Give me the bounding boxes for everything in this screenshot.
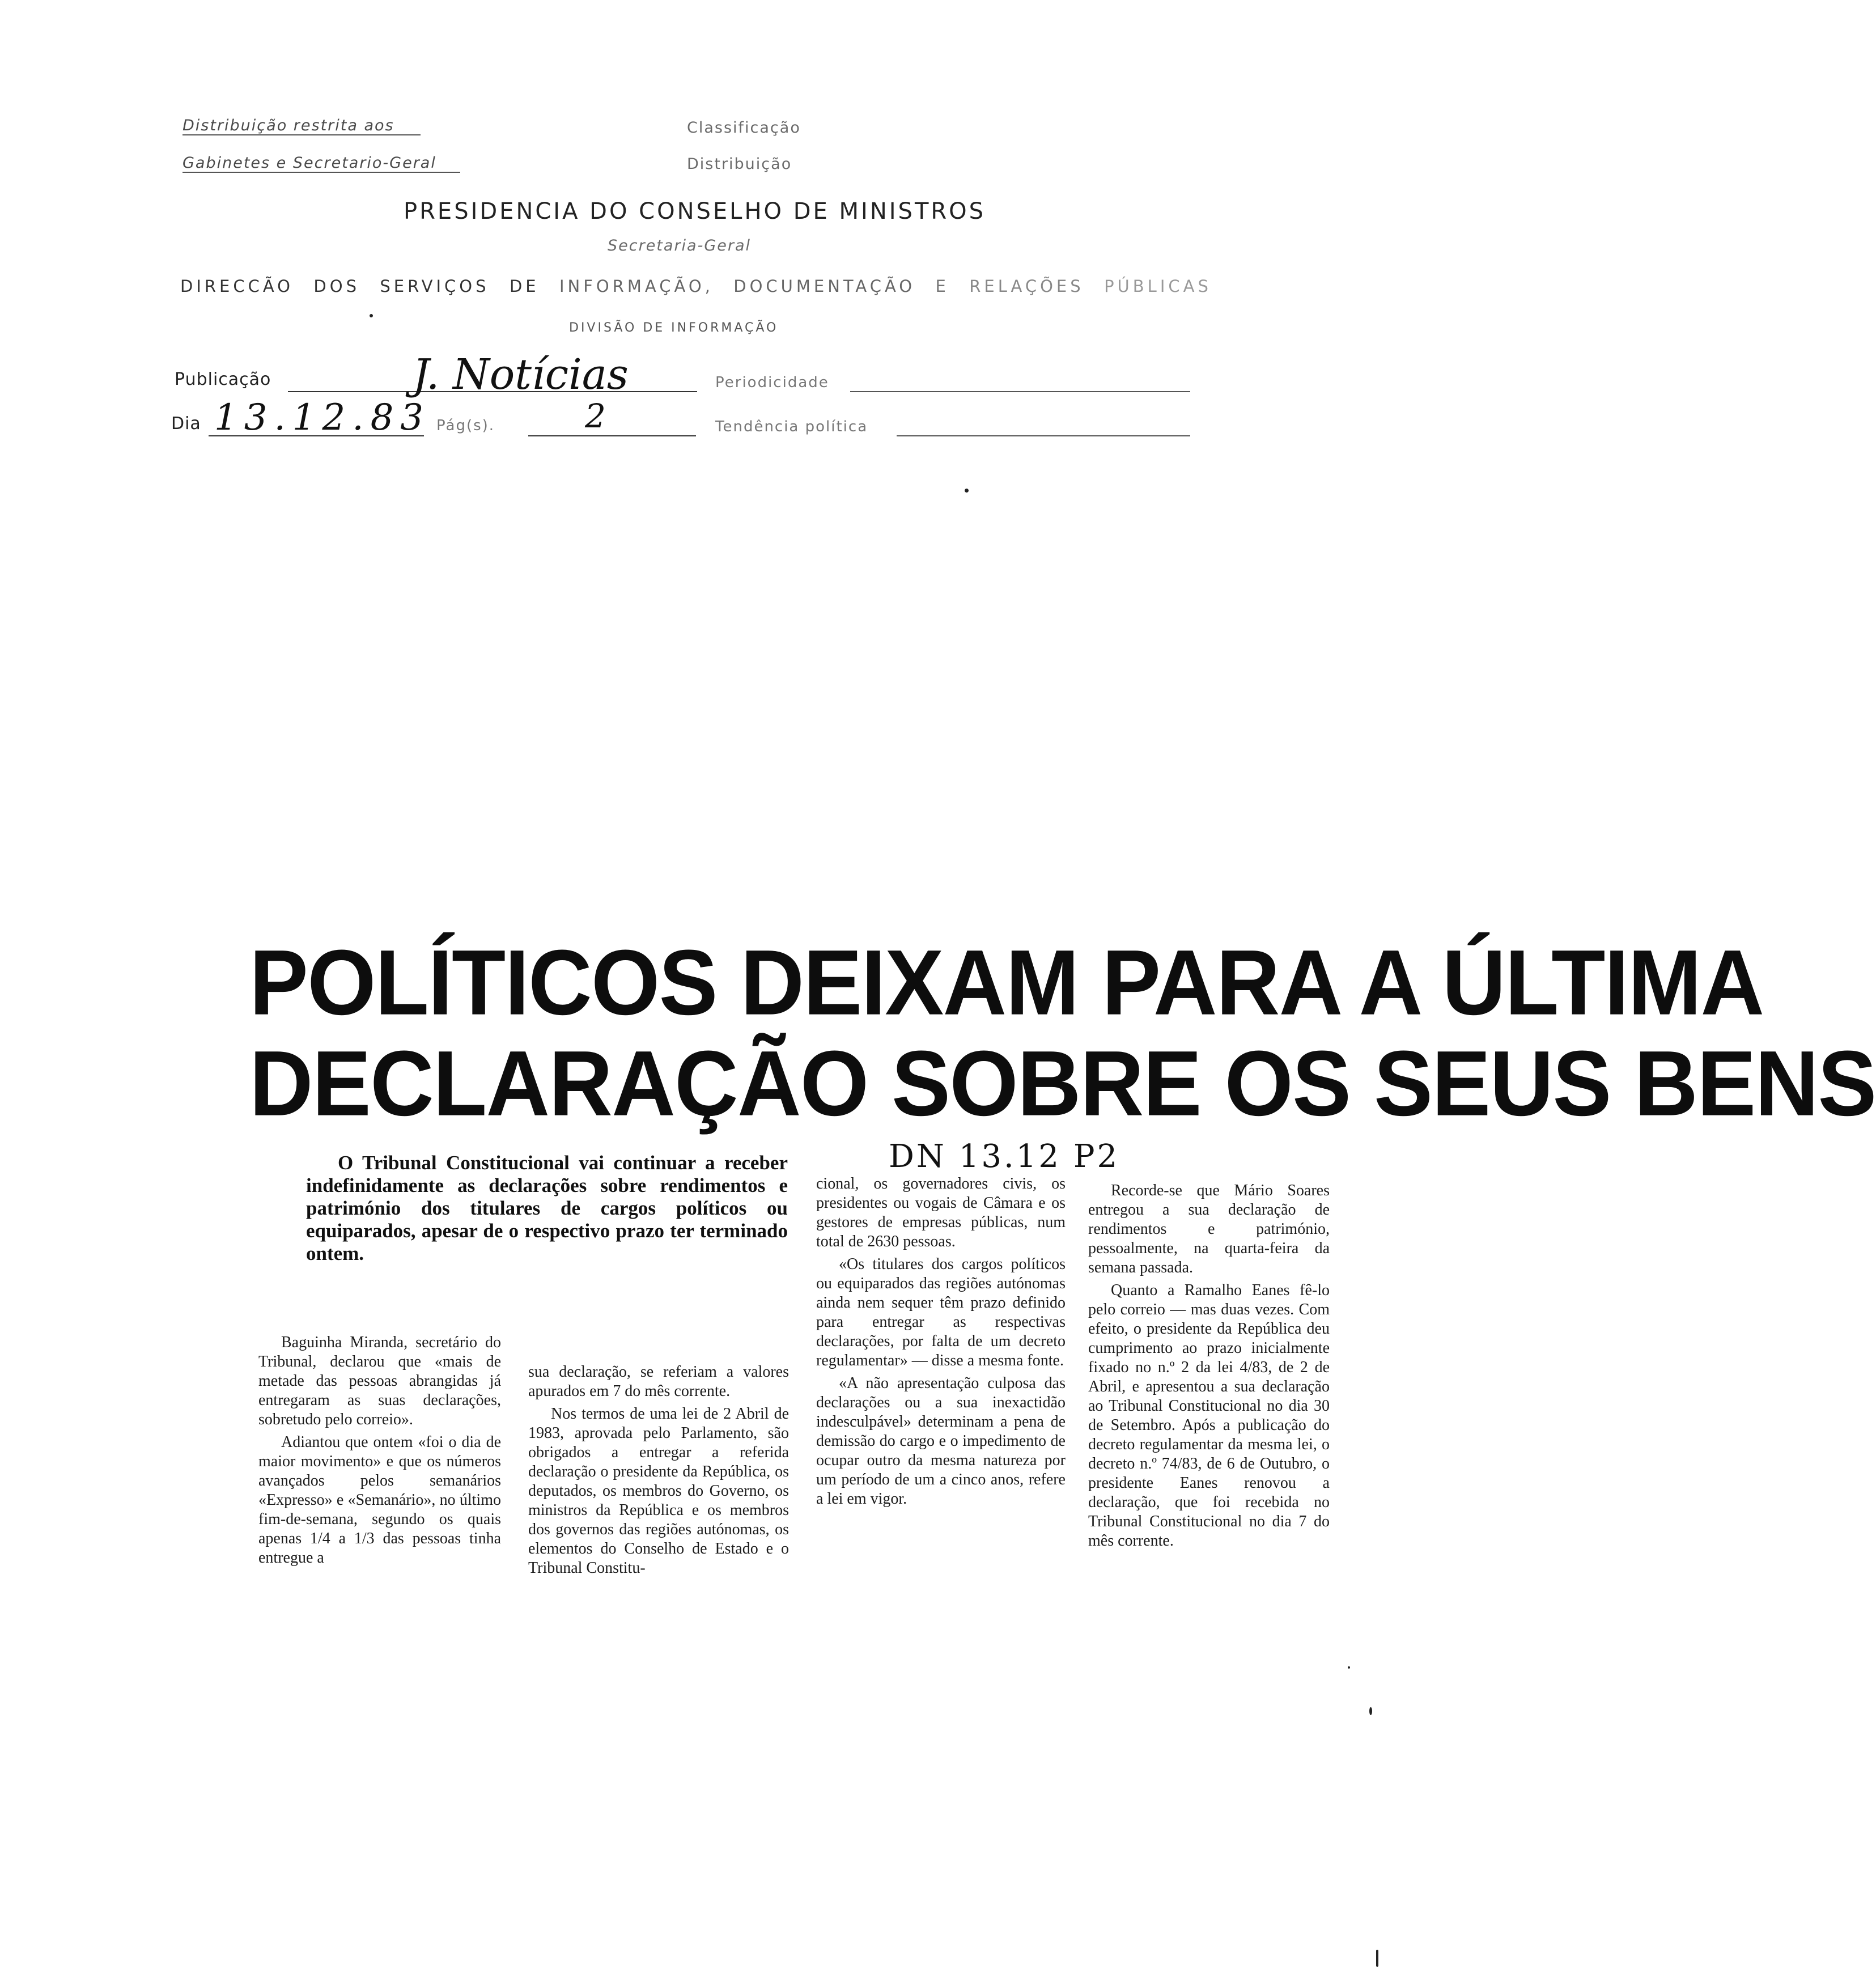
directorate-word: DE bbox=[509, 277, 540, 296]
day-handwritten: 13.12.83 bbox=[214, 397, 430, 439]
distribution-label: Distribuição bbox=[687, 155, 792, 173]
directorate-word: DOCUMENTAÇÃO bbox=[733, 277, 916, 296]
directorate-title bbox=[180, 277, 1212, 296]
directorate-word: PÚBLICAS bbox=[1104, 277, 1212, 296]
speck-mark bbox=[1348, 1666, 1350, 1669]
clipping-handwritten-note: DN 13.12 P2 bbox=[889, 1138, 1120, 1175]
article-column-1 bbox=[258, 1333, 501, 1571]
paragraph: Nos termos de uma lei de 2 Abril de 1983, aprovada pelo Parlamento, são obrigados a entregar a referida declaração o presidente da República, os deputados, os membros do Governo, os ministros da República e os membros dos governos das regiões autónomas, os elementos do Conselho de Estado e o Tribunal Constitu- bbox=[528, 1405, 789, 1577]
directorate-word: INFORMAÇÃO, bbox=[559, 277, 714, 296]
directorate-word: E bbox=[935, 277, 949, 296]
publication-label: Publicação bbox=[175, 370, 271, 389]
directorate-word: RELAÇÕES bbox=[969, 277, 1084, 296]
article-column-3 bbox=[816, 1174, 1066, 1512]
paragraph: sua declaração, se referiam a valores apurados em 7 do mês corrente. bbox=[528, 1363, 789, 1400]
paragraph: Baguinha Miranda, secretário do Tribunal, declarou que «mais de metade das pessoas abrangidas já entregaram as suas declarações, sobretudo pelo correio». bbox=[258, 1334, 501, 1428]
speck-mark bbox=[370, 314, 373, 317]
distribution-restricted-line1: Distribuição restrita aos bbox=[182, 117, 421, 135]
article-column-4 bbox=[1088, 1181, 1330, 1554]
speck-mark bbox=[1369, 1707, 1372, 1715]
headline-line2: DECLARAÇÃO SOBRE OS SEUS BENS bbox=[249, 1032, 1876, 1135]
secretariat-label: Secretaria-Geral bbox=[608, 237, 752, 254]
pages-handwritten: 2 bbox=[585, 397, 606, 435]
classification-label: Classificação bbox=[687, 119, 801, 137]
article-lead: O Tribunal Constitucional vai continuar a receber indefinidamente as declarações sobre rendimentos e património dos titulares de cargos políticos ou equiparados, apesar de o respectivo prazo ter terminado ontem. bbox=[306, 1152, 788, 1264]
paragraph: «A não apresentação culposa das declarações ou a sua inexactidão indesculpável» determinam a pena de demissão do cargo e o impedimento de ocupar outro da mesma natureza por um período de um a cinco anos, refere a lei em vigor. bbox=[816, 1374, 1066, 1508]
distribution-restricted-line2: Gabinetes e Secretario-Geral bbox=[182, 154, 460, 173]
paragraph: «Os titulares dos cargos políticos ou equiparados das regiões autónomas ainda nem sequer têm prazo definido para entregar as respectivas declarações, por falta de um decreto regulamentar» — disse a mesma fonte. bbox=[816, 1255, 1066, 1369]
speck-mark bbox=[965, 489, 969, 493]
paragraph: Quanto a Ramalho Eanes fê-lo pelo correio — mas duas vezes. Com efeito, o presidente da República deu cumprimento ao prazo inicialmente fixado no n.º 2 da lei 4/83, de 2 de Abril, e apresentou a sua declaração ao Tribunal Constitucional no dia 30 de Setembro. Após a publicação do decreto regulamentar da mesma lei, o decreto n.º 74/83, de 6 de Outubro, o presidente Eanes renovou a declaração, que foi recebida no Tribunal Constitucional no dia 7 do mês corrente. bbox=[1088, 1281, 1330, 1550]
directorate-word: DOS bbox=[313, 277, 360, 296]
political-tendency-label: Tendência política bbox=[715, 418, 868, 435]
periodicity-label: Periodicidade bbox=[715, 374, 829, 391]
paragraph: Adiantou que ontem «foi o dia de maior movimento» e que os números avançados pelos semanários «Expresso» e «Semanário», no último fim-de-semana, segundo os quais apenas 1/4 a 1/3 das pessoas tinha entregue a bbox=[258, 1433, 501, 1567]
day-label: Dia bbox=[171, 414, 201, 434]
division-label: DIVISÃO DE INFORMAÇÃO bbox=[569, 321, 779, 335]
publication-handwritten: J. Notícias bbox=[413, 350, 629, 399]
pages-label: Pág(s). bbox=[436, 417, 495, 434]
political-tendency-line bbox=[897, 435, 1190, 436]
periodicity-line bbox=[850, 391, 1190, 392]
paragraph: Recorde-se que Mário Soares entregou a sua declaração de rendimentos e património, pessoalmente, na quarta-feira da semana passada. bbox=[1088, 1182, 1330, 1276]
presidency-title: PRESIDENCIA DO CONSELHO DE MINISTROS bbox=[404, 198, 986, 224]
pages-line bbox=[528, 435, 696, 436]
speck-mark bbox=[1376, 1950, 1378, 1967]
article-column-2 bbox=[528, 1363, 789, 1581]
directorate-word: DIRECCÃO bbox=[180, 277, 294, 296]
headline-line1: POLÍTICOS DEIXAM PARA A ÚLTIMA bbox=[249, 931, 1764, 1034]
paragraph: cional, os governadores civis, os presidentes ou vogais de Câmara e os gestores de empresas públicas, num total de 2630 pessoas. bbox=[816, 1175, 1066, 1250]
directorate-word: SERVIÇOS bbox=[380, 277, 490, 296]
